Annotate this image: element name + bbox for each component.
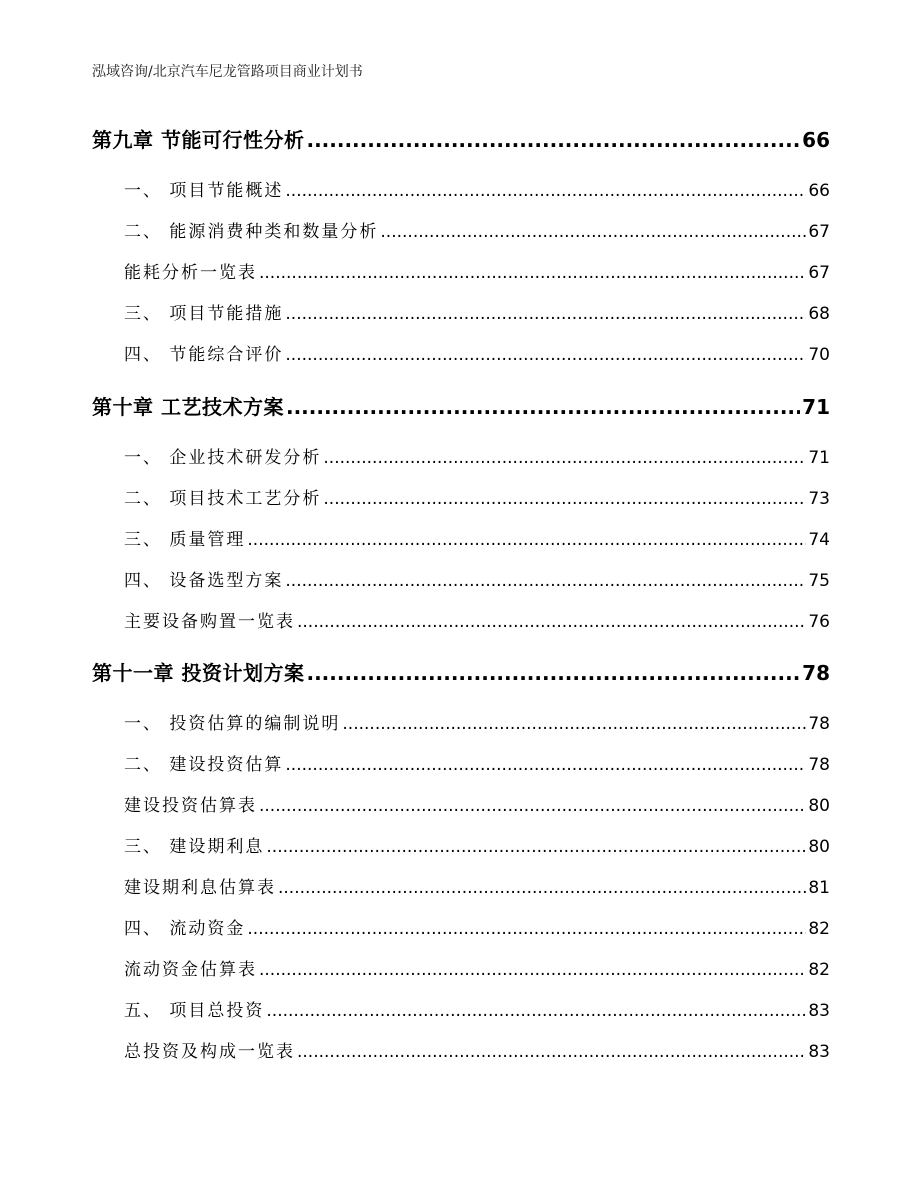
- toc-section-entry[interactable]: [124, 299, 830, 324]
- toc-section-entry[interactable]: [124, 607, 830, 632]
- toc-entry-title: 四、 节能综合评价: [124, 345, 284, 365]
- toc-page-number: 67: [808, 222, 830, 242]
- toc-dot-leader: [285, 345, 806, 365]
- toc-page-number: 82: [808, 960, 830, 980]
- toc-entry-title: 四、 流动资金: [124, 919, 246, 939]
- toc-dot-leader: [342, 714, 806, 734]
- toc-dot-leader: [247, 530, 806, 550]
- toc-section-entry[interactable]: [124, 1037, 830, 1062]
- toc-page-number: 81: [808, 878, 830, 898]
- toc-dot-leader: [247, 919, 806, 939]
- toc-page-number: 68: [808, 304, 830, 324]
- toc-entry-title: 二、 能源消费种类和数量分析: [124, 222, 379, 242]
- toc-page-number: 78: [808, 755, 830, 775]
- toc-page-number: 76: [808, 612, 830, 632]
- toc-entry-title: 主要设备购置一览表: [124, 612, 295, 632]
- toc-entry-title: 二、 建设投资估算: [124, 755, 284, 775]
- toc-dot-leader: [285, 181, 806, 201]
- toc-dot-leader: [259, 960, 806, 980]
- toc-entry-title: 总投资及构成一览表: [124, 1042, 295, 1062]
- toc-section-entry[interactable]: [124, 914, 830, 939]
- toc-dot-leader: [323, 489, 806, 509]
- toc-entry-title: 四、 设备选型方案: [124, 571, 284, 591]
- toc-dot-leader: [259, 796, 806, 816]
- toc-section-entry[interactable]: [124, 873, 830, 898]
- toc-page-number: 73: [808, 489, 830, 509]
- toc-entry-title: 三、 建设期利息: [124, 837, 265, 857]
- toc-section-entry[interactable]: [124, 566, 830, 591]
- toc-dot-leader: [297, 612, 806, 632]
- toc-entry-title: 二、 项目技术工艺分析: [124, 489, 322, 509]
- toc-page-number: 67: [808, 263, 830, 283]
- toc-entry-title: 一、 项目节能概述: [124, 181, 284, 201]
- toc-dot-leader: [285, 755, 806, 775]
- toc-page-number: 66: [808, 181, 830, 201]
- toc-entry-title: 第十一章 投资计划方案: [92, 661, 305, 685]
- toc-entry-title: 三、 质量管理: [124, 530, 246, 550]
- toc-dot-leader: [286, 395, 800, 419]
- toc-section-entry[interactable]: [124, 176, 830, 201]
- toc-dot-leader: [306, 661, 800, 685]
- toc-page-number: 70: [808, 345, 830, 365]
- toc-section-entry[interactable]: [124, 996, 830, 1021]
- toc-section-entry[interactable]: [124, 709, 830, 734]
- toc-chapter-entry[interactable]: [92, 124, 830, 153]
- toc-page-number: 83: [808, 1001, 830, 1021]
- toc-dot-leader: [266, 1001, 806, 1021]
- toc-dot-leader: [278, 878, 806, 898]
- toc-section-entry[interactable]: [124, 340, 830, 365]
- toc-entry-title: 三、 项目节能措施: [124, 304, 284, 324]
- toc-chapter-entry[interactable]: [92, 657, 830, 686]
- toc-entry-title: 五、 项目总投资: [124, 1001, 265, 1021]
- toc-page-number: 66: [802, 128, 830, 152]
- toc-section-entry[interactable]: [124, 258, 830, 283]
- toc-dot-leader: [285, 571, 806, 591]
- toc-section-entry[interactable]: [124, 791, 830, 816]
- toc-dot-leader: [297, 1042, 806, 1062]
- toc-entry-title: 第九章 节能可行性分析: [92, 128, 305, 152]
- toc-section-entry[interactable]: [124, 217, 830, 242]
- toc-section-entry[interactable]: [124, 832, 830, 857]
- toc-chapter-entry[interactable]: [92, 391, 830, 420]
- toc-page-number: 82: [808, 919, 830, 939]
- toc-page-number: 75: [808, 571, 830, 591]
- toc-page-number: 71: [802, 395, 830, 419]
- toc-page-number: 74: [808, 530, 830, 550]
- toc-section-entry[interactable]: [124, 484, 830, 509]
- running-header: 泓域咨询/北京汽车尼龙管路项目商业计划书: [92, 64, 363, 80]
- toc-page-number: 78: [802, 661, 830, 685]
- toc-page-number: 80: [808, 796, 830, 816]
- toc-section-entry[interactable]: [124, 750, 830, 775]
- toc-page-number: 80: [808, 837, 830, 857]
- toc-entry-title: 第十章 工艺技术方案: [92, 395, 284, 419]
- toc-section-entry[interactable]: [124, 955, 830, 980]
- toc-page-number: 83: [808, 1042, 830, 1062]
- toc-dot-leader: [380, 222, 806, 242]
- toc-page-number: 78: [808, 714, 830, 734]
- toc-dot-leader: [306, 128, 800, 152]
- toc-entry-title: 流动资金估算表: [124, 960, 257, 980]
- toc-section-entry[interactable]: [124, 443, 830, 468]
- toc-entry-title: 建设投资估算表: [124, 796, 257, 816]
- toc-entry-title: 一、 企业技术研发分析: [124, 448, 322, 468]
- toc-dot-leader: [259, 263, 806, 283]
- toc-dot-leader: [285, 304, 806, 324]
- toc-dot-leader: [323, 448, 806, 468]
- toc-entry-title: 建设期利息估算表: [124, 878, 276, 898]
- toc-page-number: 71: [808, 448, 830, 468]
- toc-section-entry[interactable]: [124, 525, 830, 550]
- toc-entry-title: 能耗分析一览表: [124, 263, 257, 283]
- toc-entry-title: 一、 投资估算的编制说明: [124, 714, 341, 734]
- toc-dot-leader: [266, 837, 806, 857]
